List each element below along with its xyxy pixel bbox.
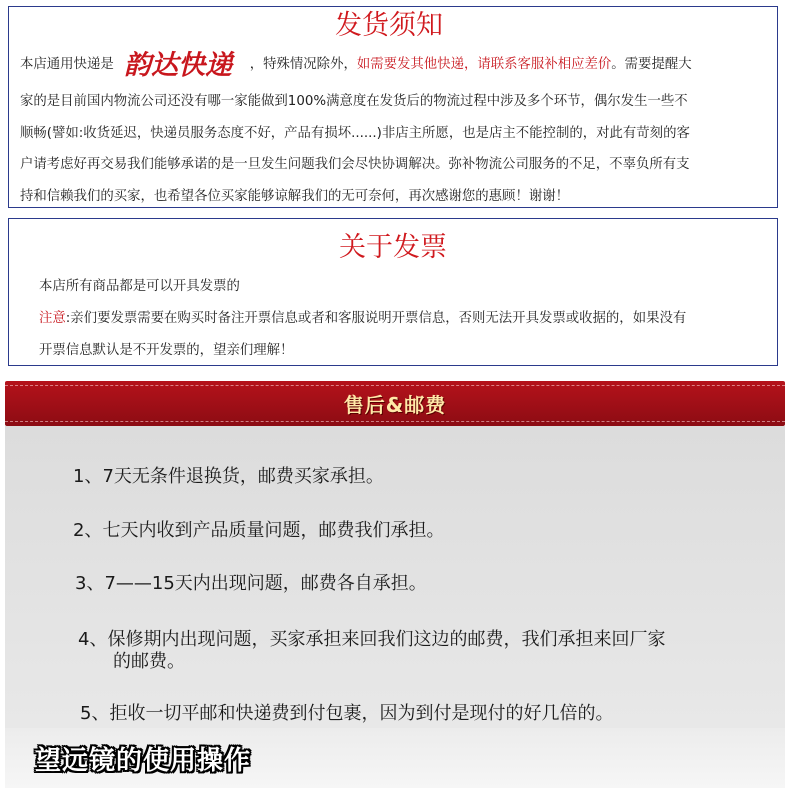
- after-sale-panel: [5, 426, 785, 728]
- shipping-line-1-suffix: 。需要提醒大: [611, 57, 692, 72]
- invoice-line-2-rest: :亲们要发票需要在购买时备注开票信息或者和客服说明开票信息，否则无法开具发票或收据的，如果没有: [65, 311, 687, 326]
- shipping-line-2: 家的是目前国内物流公司还没有哪一家能做到100%满意度在发货后的物流过程中涉及多个环节，偶尔发生一些不: [20, 94, 688, 109]
- shipping-notice-box: [8, 6, 778, 208]
- shipping-line-4: 户请考虑好再交易我们能够承诺的是一旦发生问题我们会尽快协调解决。弥补物流公司服务的不足，不辜负所有支: [20, 157, 690, 172]
- shipping-line-1-red: 如需要发其他快递，请联系客服补相应差价: [356, 57, 612, 72]
- invoice-line-3: 开票信息默认是不开发票的，望亲们理解！: [39, 343, 294, 358]
- after-sale-item-2: 2、七天内收到产品质量问题，邮费我们承担。: [73, 520, 445, 541]
- telescope-usage-bar: [5, 728, 785, 788]
- invoice-line-2: [39, 307, 686, 326]
- shipping-notice-title: 发货须知: [335, 10, 443, 41]
- after-sale-item-3: 3、7——15天内出现问题，邮费各自承担。: [75, 573, 427, 594]
- shipping-line-3: 顺畅(譬如:收货延迟，快递员服务态度不好，产品有损坏......)非店主所愿，也是店主不能控制的，对此有苛刻的客: [20, 126, 690, 141]
- telescope-usage-title: 望远镜的使用操作: [35, 746, 252, 776]
- after-sale-banner-title: 售后&邮费: [343, 393, 447, 417]
- shipping-line-1-prefix: 本店通用快递是: [20, 57, 114, 72]
- after-sale-item-4: 4、保修期内出现问题，买家承担来回我们这边的邮费，我们承担来回厂家: [78, 629, 666, 650]
- after-sale-item-4-continued: 的邮费。: [113, 651, 185, 672]
- shipping-line-5: 持和信赖我们的买家，也希望各位买家能够谅解我们的无可奈何，再次感谢您的惠顾！谢谢！: [20, 189, 570, 204]
- shipping-line-1-mid: ，特殊情况除外，: [249, 57, 357, 72]
- yunda-express-logo: [122, 47, 244, 81]
- invoice-line-1: 本店所有商品都是可以开具发票的: [39, 279, 240, 294]
- svg-text:韵达快递: 韵达快递: [123, 50, 232, 81]
- invoice-note-label: 注意: [39, 311, 66, 326]
- after-sale-item-5: 5、拒收一切平邮和快递费到付包裹，因为到付是现付的好几倍的。: [80, 703, 614, 724]
- invoice-notice-box: [8, 218, 778, 366]
- shipping-line-1: [20, 47, 692, 82]
- after-sale-item-1: 1、7天无条件退换货，邮费买家承担。: [73, 466, 384, 487]
- invoice-title: 关于发票: [339, 232, 447, 263]
- after-sale-banner: [5, 381, 785, 426]
